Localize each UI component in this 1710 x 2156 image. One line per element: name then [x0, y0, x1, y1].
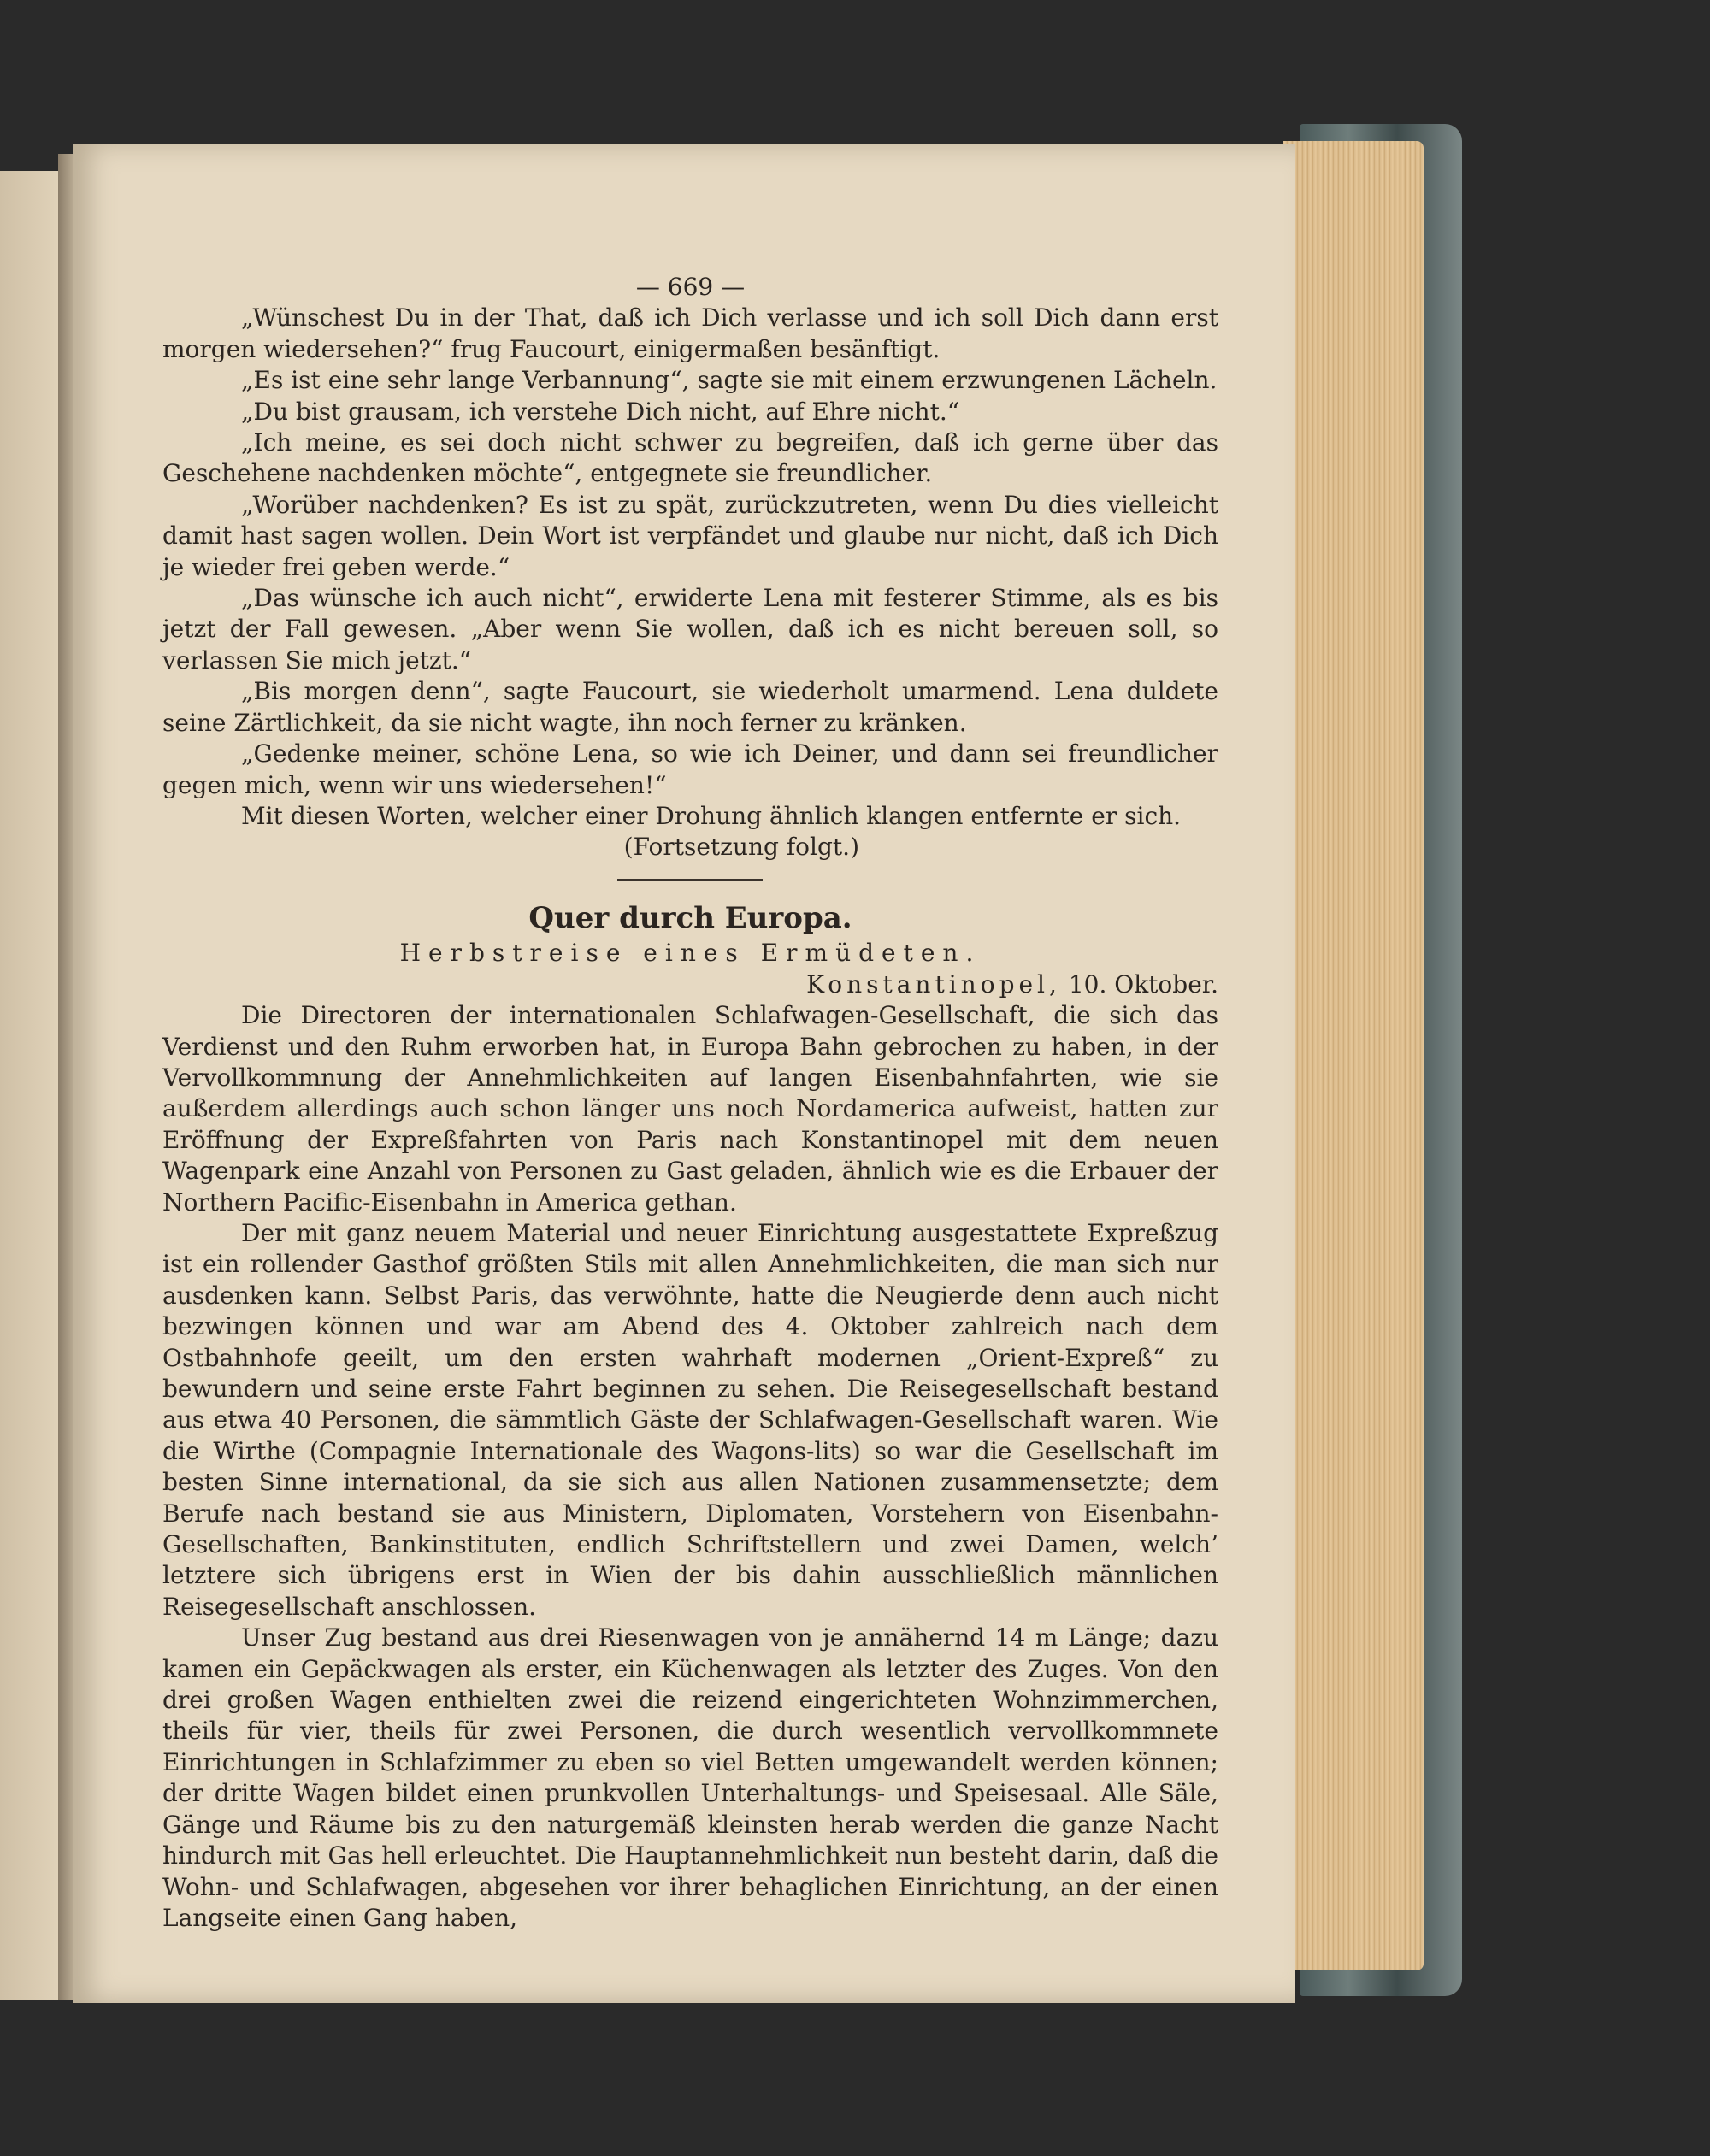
story-paragraph: Mit diesen Worten, welcher einer Drohung ähnlich klangen entfernte er sich. [241, 801, 1182, 830]
story-paragraph: „Ich meine, es sei doch nicht schwer zu begreifen, daß ich gerne über das Geschehene nachdenken möchte“, entgegnete sie freundlicher. [162, 428, 1218, 488]
story-paragraph: „Wünschest Du in der That, daß ich Dich verlasse und ich soll Dich dann erst morgen wiedersehen?“ frug Faucourt, einigermaßen besänftigt. [162, 303, 1218, 363]
article-paragraph: Unser Zug bestand aus drei Riesenwagen von je annähernd 14 m Länge; dazu kamen ein Gepäckwagen als erster, ein Küchenwagen als letzter des Zuges. Von den drei großen Wagen enthielten zwei die reizend eingerichteten Wohnzimmerchen, theils für vier, theils für zwei Personen, die durch wesentlich vervollkommnete Einrichtungen in Schlafzimmer zu eben so viel Betten umgewandelt werden können; der dritte Wagen bildet einen prunkvollen Unterhaltungs- und Speisesaal. Alle Säle, Gänge und Räume bis zu den naturgemäß kleinsten herab werden die ganze Nacht hindurch mit Gas hell erleuchtet. Die Hauptannehmlichkeit nun besteht darin, daß die Wohn- und Schlafwagen, abgesehen vor ihrer behaglichen Einrichtung, an der einen Langseite einen Gang haben, [162, 1623, 1218, 1932]
article-paragraph: Die Directoren der internationalen Schlafwagen-Gesellschaft, die sich das Verdienst und den Ruhm erworben hat, in Europa Bahn gebrochen zu haben, in der Vervollkommnung der Annehmlichkeiten auf langen Eisenbahnfahrten, wie sie außerdem allerdings auch schon länger uns noch Nordamerica aufweist, hatten zur Eröffnung der Expreßfahrten von Paris nach Konstantinopel mit dem neuen Wagenpark eine Anzahl von Personen zu Gast geladen, ähnlich wie es die Erbauer der Northern Pacific-Eisenbahn in America gethan. [162, 1001, 1218, 1216]
page-number: — 669 — [635, 273, 746, 301]
story-paragraph: „Du bist grausam, ich verstehe Dich nicht, auf Ehre nicht.“ [241, 397, 960, 426]
article-subtitle: Herbstreise eines Ermüdeten. [399, 938, 982, 967]
story-paragraph: „Es ist eine sehr lange Verbannung“, sagte sie mit einem erzwungenen Lächeln. [241, 366, 1218, 395]
page-edges [1282, 141, 1424, 1970]
article-title: Quer durch Europa. [528, 900, 852, 935]
dateline [162, 969, 1218, 1000]
story-paragraph: „Bis morgen denn“, sagte Faucourt, sie wiederholt umarmend. Lena duldete seine Zärtlichkeit, da sie nicht wagte, ihn noch ferner zu kränken. [162, 677, 1218, 737]
dateline-date: 10. Oktober. [1068, 969, 1218, 998]
story-paragraph: „Worüber nachdenken? Es ist zu spät, zurückzutreten, wenn Du dies vielleicht damit hast sagen wollen. Dein Wort ist verpfändet und glaube nur nicht, daß ich Dich je wieder frei geben werde.“ [162, 490, 1218, 581]
story-paragraph: „Gedenke meiner, schöne Lena, so wie ich Deiner, und dann sei freundlicher gegen mich, wenn wir uns wiedersehen!“ [162, 739, 1218, 799]
story-paragraph: „Das wünsche ich auch nicht“, erwiderte Lena mit festerer Stimme, als es bis jetzt der Fall gewesen. „Aber wenn Sie wollen, daß ich es nicht bereuen soll, so verlassen Sie mich jetzt.“ [162, 584, 1218, 674]
article-paragraph: Der mit ganz neuem Material und neuer Einrichtung ausgestattete Expreßzug ist ein rollender Gasthof größten Stils mit allen Annehmlichkeiten, die man sich nur ausdenken kann. Selbst Paris, das verwöhnte, hatte die Neugierde denn auch nicht bezwingen können und war am Abend des 4. Oktober zahlreich nach dem Ostbahnhofe geeilt, um den ersten wahrhaft modernen „Orient-Expreß“ zu bewundern und seine erste Fahrt beginnen zu sehen. Die Reisegesellschaft bestand aus etwa 40 Personen, die sämmtlich Gäste der Schlafwagen-Gesellschaft waren. Wie die Wirthe (Compagnie Internationale des Wagons-lits) so war die Gesellschaft im besten Sinne international, da sie sich aus allen Nationen zusammensetzte; dem Berufe nach bestand sie aus Ministern, Diplomaten, Vorstehern von Eisenbahn-Gesellschaften, Bankinstituten, endlich Schriftstellern und zwei Damen, welch’ letztere sich übrigens erst in Wien der bis dahin ausschließlich männlichen Reisegesellschaft anschlossen. [162, 1218, 1218, 1621]
section-divider [617, 879, 763, 881]
dateline-place: Konstantinopel, [806, 969, 1061, 998]
continuation-note: (Fortsetzung folgt.) [623, 833, 859, 862]
page-text [162, 272, 1218, 1934]
